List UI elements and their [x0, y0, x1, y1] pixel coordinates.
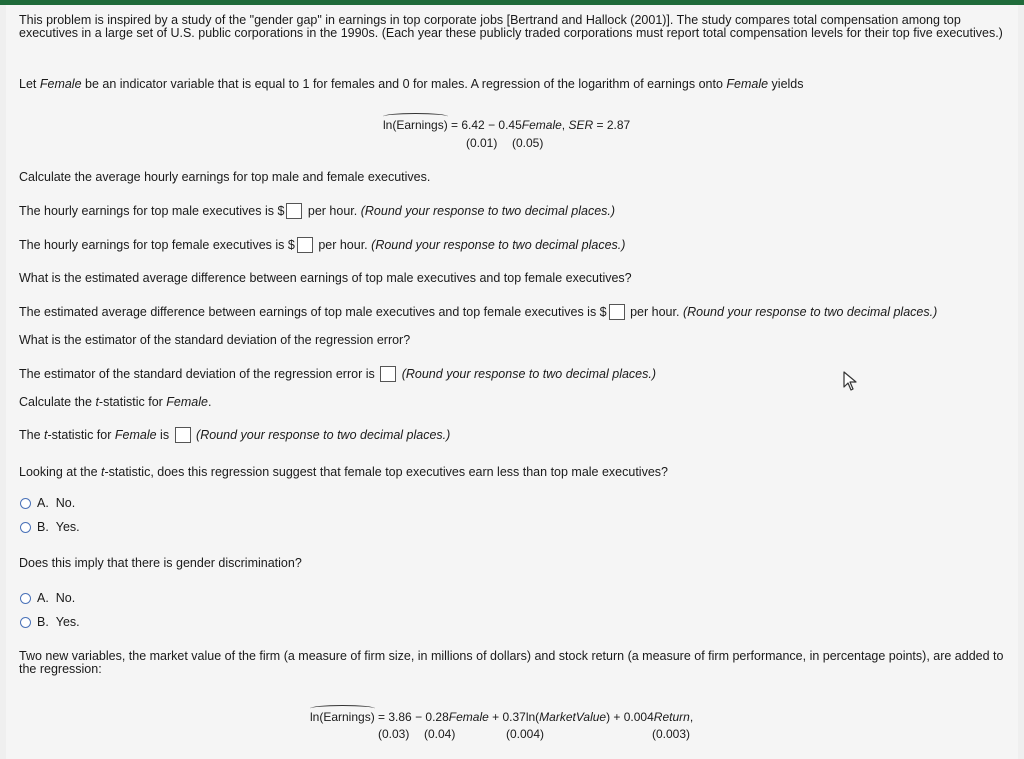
question-t-statistic: Calculate the t-statistic for Female. — [19, 395, 212, 409]
answer-line-male: The hourly earnings for top male executives is $ per hour. (Round your response to two decimal places.) — [19, 204, 616, 218]
question-page — [6, 5, 1018, 759]
radio-circle-icon[interactable] — [20, 522, 31, 533]
radio-option-a-earn-less[interactable]: A. No. — [20, 496, 75, 510]
radio-option-b-discrimination[interactable]: B. Yes. — [20, 615, 80, 629]
radio-circle-icon[interactable] — [20, 593, 31, 604]
difference-input[interactable] — [609, 304, 625, 320]
question-earn-less: Looking at the t-statistic, does this regression suggest that female top executives earn less than top male executives? — [19, 465, 668, 479]
intro-paragraph: This problem is inspired by a study of the "gender gap" in earnings in top corporate jobs [Bertrand and Hallock (2001)]. The study compares total compensation among top executives in a large set of U.S. public corporations in the 1990s. (Each year these publicly traded corporations must report total compensation levels for their top five executives.) — [19, 13, 1003, 40]
equation-lhs: ln(Earnings) — [383, 118, 448, 132]
question-std-dev: What is the estimator of the standard deviation of the regression error? — [19, 333, 411, 347]
question-difference: What is the estimated average difference between earnings of top male executives and top female executives? — [19, 271, 632, 285]
std-dev-input[interactable] — [380, 366, 396, 382]
question-avg-earnings: Calculate the average hourly earnings for top male and female executives. — [19, 170, 431, 184]
female-earnings-input[interactable] — [297, 237, 313, 253]
mouse-pointer-icon — [842, 371, 858, 391]
std-error-female-2: (0.04) — [424, 727, 456, 741]
answer-line-t-statistic: The t-statistic for Female is (Round your response to two decimal places.) — [19, 428, 451, 442]
answer-line-std-dev: The estimator of the standard deviation of the regression error is (Round your response to two decimal places.) — [19, 367, 657, 381]
new-variables-paragraph: Two new variables, the market value of the firm (a measure of firm size, in millions of dollars) and stock return (a measure of firm performance, in percentage points), are added to the regression: — [19, 649, 1004, 676]
std-error-return: (0.003) — [652, 727, 691, 741]
radio-option-a-discrimination[interactable]: A. No. — [20, 591, 75, 605]
std-error-marketvalue: (0.004) — [506, 727, 545, 741]
radio-option-b-earn-less[interactable]: B. Yes. — [20, 520, 80, 534]
radio-circle-icon[interactable] — [20, 498, 31, 509]
male-earnings-input[interactable] — [286, 203, 302, 219]
regression-equation-1: ln(Earnings) = 6.42 − 0.45Female, SER = 2.87 — [383, 118, 631, 132]
answer-line-difference: The estimated average difference between earnings of top male executives and top female executives is $ per hour. (Round your response to two decimal places.) — [19, 305, 938, 319]
definition-line: Let Female be an indicator variable that is equal to 1 for females and 0 for males. A regression of the logarithm of earnings onto Female yields — [19, 77, 804, 91]
radio-circle-icon[interactable] — [20, 617, 31, 628]
std-error-female: (0.05) — [512, 136, 544, 150]
answer-line-female: The hourly earnings for top female executives is $ per hour. (Round your response to two decimal places.) — [19, 238, 626, 252]
question-discrimination: Does this imply that there is gender discrimination? — [19, 556, 302, 570]
var-female: Female — [726, 77, 769, 91]
regression-equation-2: ln(Earnings) = 3.86 − 0.28Female + 0.37ln(MarketValue) + 0.004Return, — [310, 710, 694, 724]
std-error-intercept-2: (0.03) — [378, 727, 410, 741]
std-error-intercept: (0.01) — [466, 136, 498, 150]
equation-lhs: ln(Earnings) — [310, 710, 375, 724]
var-female: Female — [39, 77, 82, 91]
t-statistic-input[interactable] — [175, 427, 191, 443]
